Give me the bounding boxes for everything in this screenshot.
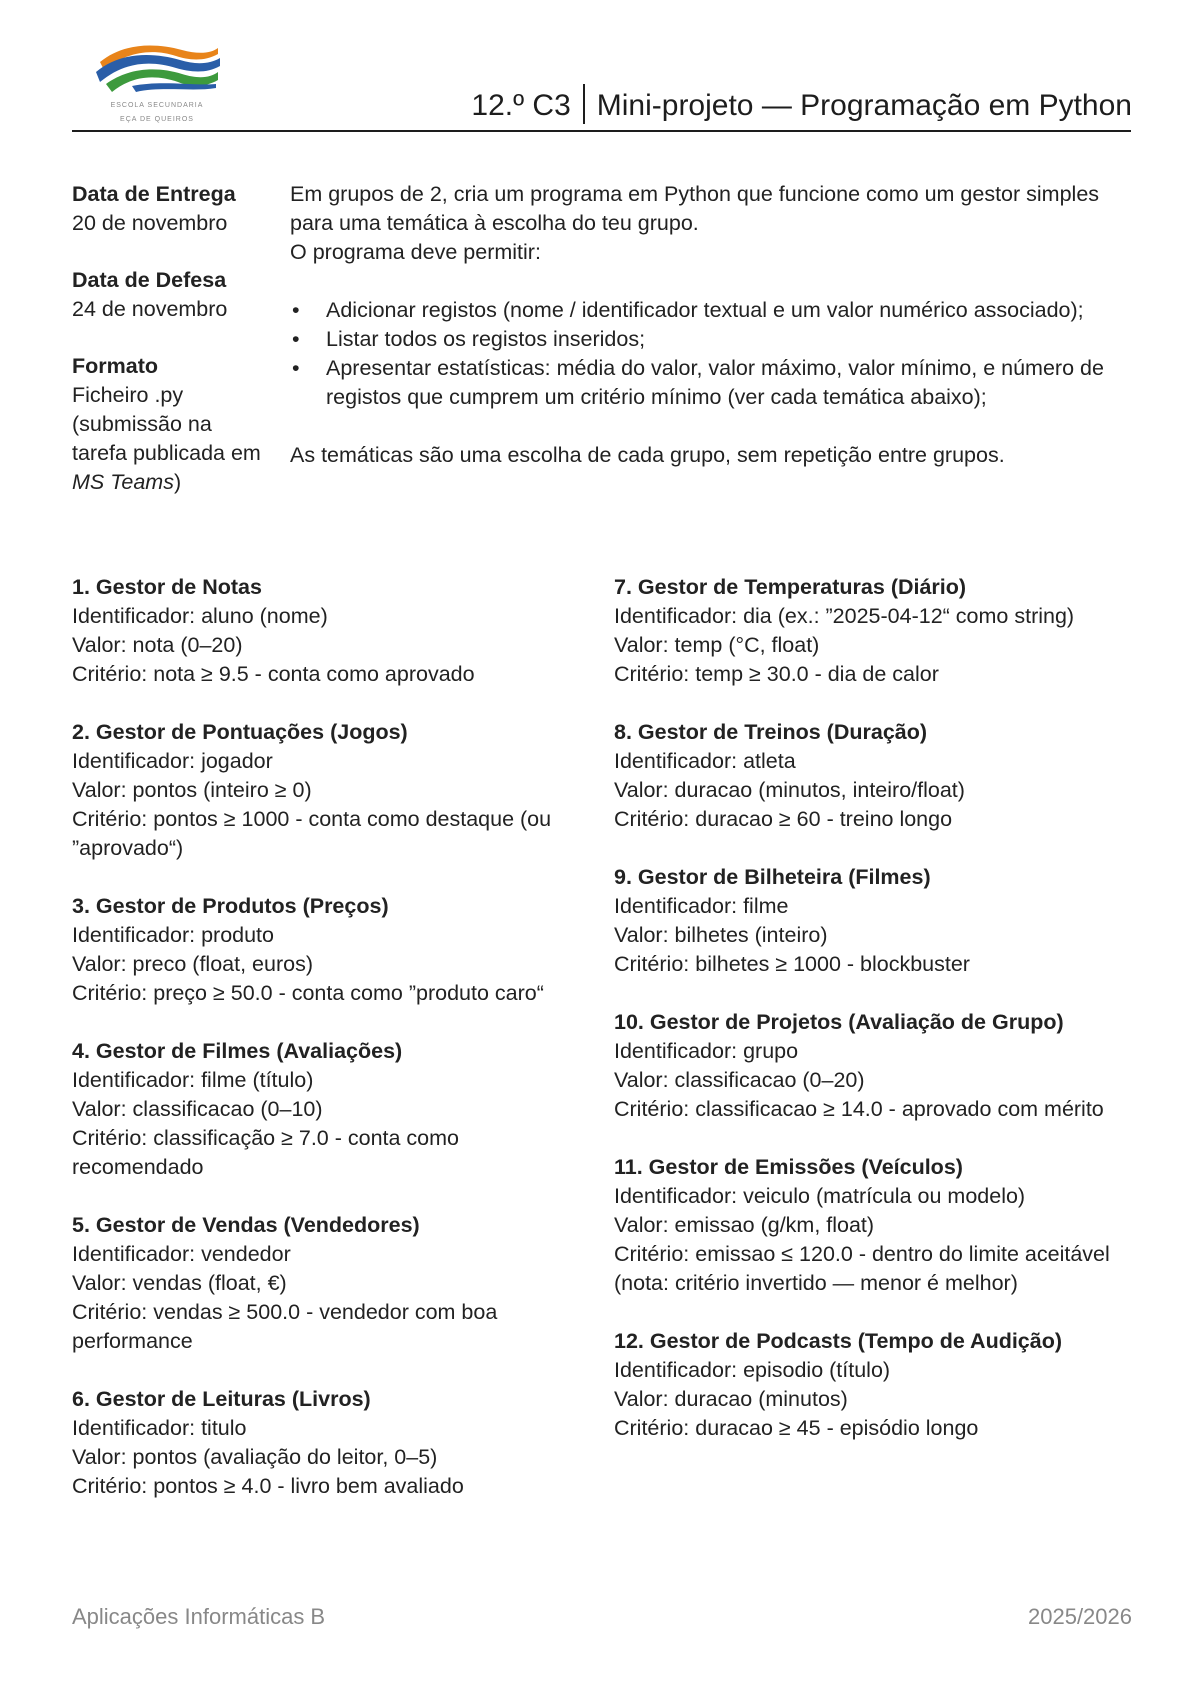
theme-2 bbox=[72, 718, 592, 863]
logo-text-line1: ESCOLA SECUNDÁRIA bbox=[110, 102, 204, 109]
logo-waves-icon bbox=[92, 40, 222, 100]
theme-identifier: Identificador: filme bbox=[614, 894, 789, 918]
theme-title: 7. Gestor de Temperaturas (Diário) bbox=[614, 575, 967, 599]
theme-value: Valor: duracao (minutos) bbox=[614, 1387, 848, 1411]
info-column bbox=[72, 180, 272, 525]
theme-title: 9. Gestor de Bilheteira (Filmes) bbox=[614, 865, 931, 889]
theme-title: 3. Gestor de Produtos (Preços) bbox=[72, 894, 389, 918]
theme-identifier: Identificador: episodio (título) bbox=[614, 1358, 891, 1382]
format-value-suffix: ) bbox=[173, 470, 182, 494]
theme-title: 11. Gestor de Emissões (Veículos) bbox=[614, 1155, 963, 1179]
defense-info bbox=[72, 266, 272, 324]
theme-6 bbox=[72, 1385, 592, 1501]
theme-criterion: Critério: duracao ≥ 60 - treino longo bbox=[614, 807, 953, 831]
logo-text-line2: EÇA DE QUEIRÓS bbox=[120, 116, 194, 123]
theme-title: 5. Gestor de Vendas (Vendedores) bbox=[72, 1213, 420, 1237]
theme-criterion: Critério: duracao ≥ 45 - episódio longo bbox=[614, 1416, 979, 1440]
theme-criterion: Critério: temp ≥ 30.0 - dia de calor bbox=[614, 662, 939, 686]
list-item: • Adicionar registos (nome / identificador textual e um valor numérico associado); bbox=[290, 296, 1140, 325]
footer-year: 2025/2026 bbox=[1028, 1604, 1132, 1629]
themes-column-right bbox=[614, 573, 1144, 1472]
theme-identifier: Identificador: jogador bbox=[72, 749, 273, 773]
header-separator bbox=[583, 84, 585, 124]
theme-title: 1. Gestor de Notas bbox=[72, 575, 262, 599]
theme-identifier: Identificador: vendedor bbox=[72, 1242, 291, 1266]
theme-value: Valor: pontos (inteiro ≥ 0) bbox=[72, 778, 312, 802]
theme-title: 2. Gestor de Pontuações (Jogos) bbox=[72, 720, 408, 744]
theme-title: 6. Gestor de Leituras (Livros) bbox=[72, 1387, 371, 1411]
theme-title: 8. Gestor de Treinos (Duração) bbox=[614, 720, 928, 744]
theme-title: 4. Gestor de Filmes (Avaliações) bbox=[72, 1039, 403, 1063]
intro-closing: As temáticas são uma escolha de cada grupo, sem repetição entre grupos. bbox=[290, 443, 1005, 467]
theme-identifier: Identificador: atleta bbox=[614, 749, 796, 773]
theme-title: 12. Gestor de Podcasts (Tempo de Audição) bbox=[614, 1329, 1063, 1353]
intro-line1: Em grupos de 2, cria um programa em Python que funcione como um gestor simples para uma temática à escolha do teu grupo. bbox=[290, 182, 1100, 235]
theme-criterion: Critério: emissao ≤ 120.0 - dentro do limite aceitável (nota: critério invertido — menor é melhor) bbox=[614, 1242, 1110, 1295]
theme-identifier: Identificador: grupo bbox=[614, 1039, 799, 1063]
footer-subject: Aplicações Informáticas B bbox=[72, 1604, 326, 1629]
theme-value: Valor: classificacao (0–10) bbox=[72, 1097, 323, 1121]
theme-identifier: Identificador: aluno (nome) bbox=[72, 604, 328, 628]
theme-criterion: Critério: pontos ≥ 4.0 - livro bem avaliado bbox=[72, 1474, 464, 1498]
theme-12 bbox=[614, 1327, 1144, 1443]
theme-identifier: Identificador: produto bbox=[72, 923, 274, 947]
delivery-label: Data de Entrega bbox=[72, 182, 236, 206]
theme-1 bbox=[72, 573, 592, 689]
format-value-prefix: Ficheiro .py (submissão na tarefa publicada em bbox=[72, 383, 261, 465]
class-label: 12.º C3 bbox=[471, 89, 571, 122]
theme-identifier: Identificador: filme (título) bbox=[72, 1068, 314, 1092]
theme-criterion: Critério: pontos ≥ 1000 - conta como destaque (ou ”aprovado“) bbox=[72, 807, 552, 860]
theme-identifier: Identificador: dia (ex.: ”2025-04-12“ como string) bbox=[614, 604, 1075, 628]
theme-7 bbox=[614, 573, 1144, 689]
theme-9 bbox=[614, 863, 1144, 979]
theme-criterion: Critério: classificação ≥ 7.0 - conta como recomendado bbox=[72, 1126, 459, 1179]
intro-section bbox=[290, 180, 1140, 470]
theme-value: Valor: pontos (avaliação do leitor, 0–5) bbox=[72, 1445, 438, 1469]
project-title: Mini-projeto — Programação em Python bbox=[596, 89, 1132, 122]
intro-line2: O programa deve permitir: bbox=[290, 240, 541, 264]
theme-value: Valor: emissao (g/km, float) bbox=[614, 1213, 875, 1237]
theme-criterion: Critério: bilhetes ≥ 1000 - blockbuster bbox=[614, 952, 970, 976]
theme-3 bbox=[72, 892, 592, 1008]
header-rule bbox=[72, 130, 1131, 132]
theme-11 bbox=[614, 1153, 1144, 1298]
theme-value: Valor: duracao (minutos, inteiro/float) bbox=[614, 778, 965, 802]
format-value bbox=[72, 381, 272, 497]
list-item: • Listar todos os registos inseridos; bbox=[290, 325, 1140, 354]
theme-10 bbox=[614, 1008, 1144, 1124]
theme-value: Valor: vendas (float, €) bbox=[72, 1271, 287, 1295]
theme-criterion: Critério: preço ≥ 50.0 - conta como ”produto caro“ bbox=[72, 981, 544, 1005]
themes-column-left bbox=[72, 573, 592, 1530]
theme-value: Valor: bilhetes (inteiro) bbox=[614, 923, 828, 947]
list-item: • Apresentar estatísticas: média do valor, valor máximo, valor mínimo, e número de registos que cumprem um critério mínimo (ver cada temática abaixo); bbox=[290, 354, 1140, 412]
format-label: Formato bbox=[72, 354, 158, 378]
theme-value: Valor: temp (°C, float) bbox=[614, 633, 820, 657]
school-logo bbox=[92, 40, 222, 126]
theme-8 bbox=[614, 718, 1144, 834]
format-value-italic: MS Teams bbox=[72, 470, 174, 494]
header-title bbox=[471, 86, 1132, 127]
theme-identifier: Identificador: titulo bbox=[72, 1416, 247, 1440]
theme-4 bbox=[72, 1037, 592, 1182]
theme-criterion: Critério: classificacao ≥ 14.0 - aprovado com mérito bbox=[614, 1097, 1104, 1121]
theme-5 bbox=[72, 1211, 592, 1356]
defense-value: 24 de novembro bbox=[72, 297, 228, 321]
delivery-info bbox=[72, 180, 272, 238]
theme-value: Valor: classificacao (0–20) bbox=[614, 1068, 865, 1092]
requirements-list bbox=[290, 296, 1140, 412]
defense-label: Data de Defesa bbox=[72, 268, 227, 292]
delivery-value: 20 de novembro bbox=[72, 211, 228, 235]
format-info bbox=[72, 352, 272, 497]
theme-title: 10. Gestor de Projetos (Avaliação de Grupo) bbox=[614, 1010, 1064, 1034]
theme-value: Valor: nota (0–20) bbox=[72, 633, 243, 657]
theme-identifier: Identificador: veiculo (matrícula ou modelo) bbox=[614, 1184, 1026, 1208]
theme-value: Valor: preco (float, euros) bbox=[72, 952, 313, 976]
theme-criterion: Critério: nota ≥ 9.5 - conta como aprovado bbox=[72, 662, 475, 686]
theme-criterion: Critério: vendas ≥ 500.0 - vendedor com boa performance bbox=[72, 1300, 498, 1353]
